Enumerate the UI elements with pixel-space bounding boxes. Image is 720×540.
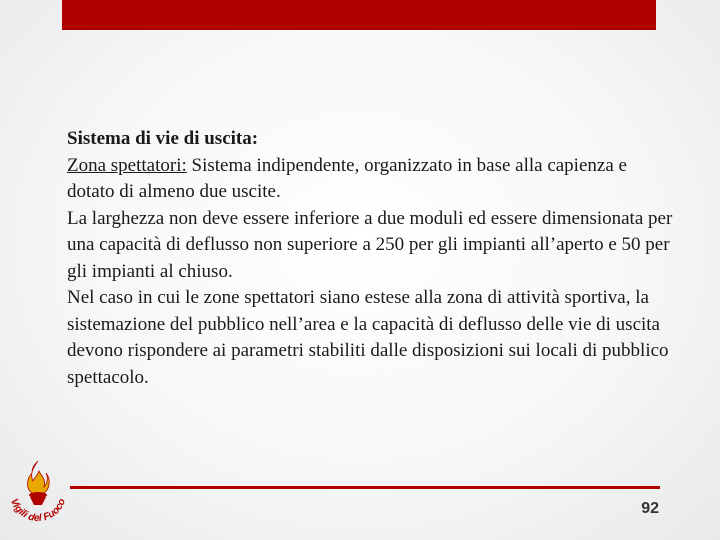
logo-text: Vigili del Fuoco <box>7 497 69 525</box>
zone-text: Sistema indipendente, organizzato in base alla capienza e dotato di almeno due uscite. <box>67 154 627 202</box>
slide-heading: Sistema di vie di uscita: <box>67 128 259 149</box>
top-accent-bar <box>62 0 656 30</box>
slide-content <box>67 126 677 391</box>
page-number: 92 <box>641 500 659 517</box>
zone-paragraph <box>67 153 677 206</box>
vigili-del-fuoco-logo <box>2 455 74 527</box>
case-paragraph: Nel caso in cui le zone spettatori siano estese alla zona di attività sportiva, la sistemazione del pubblico nell’area e la capacità di deflusso delle vie di uscita devono rispondere ai parametri stabiliti dalle disposizioni sui locali di pubblico spettacolo. <box>67 287 669 388</box>
zone-label: Zona spettatori: <box>67 154 187 176</box>
footer-divider <box>70 486 660 489</box>
width-paragraph: La larghezza non deve essere inferiore a due moduli ed essere dimensionata per una capacità di deflusso non superiore a 250 per gli impianti all’aperto e 50 per gli impianti al chiuso. <box>67 207 673 282</box>
